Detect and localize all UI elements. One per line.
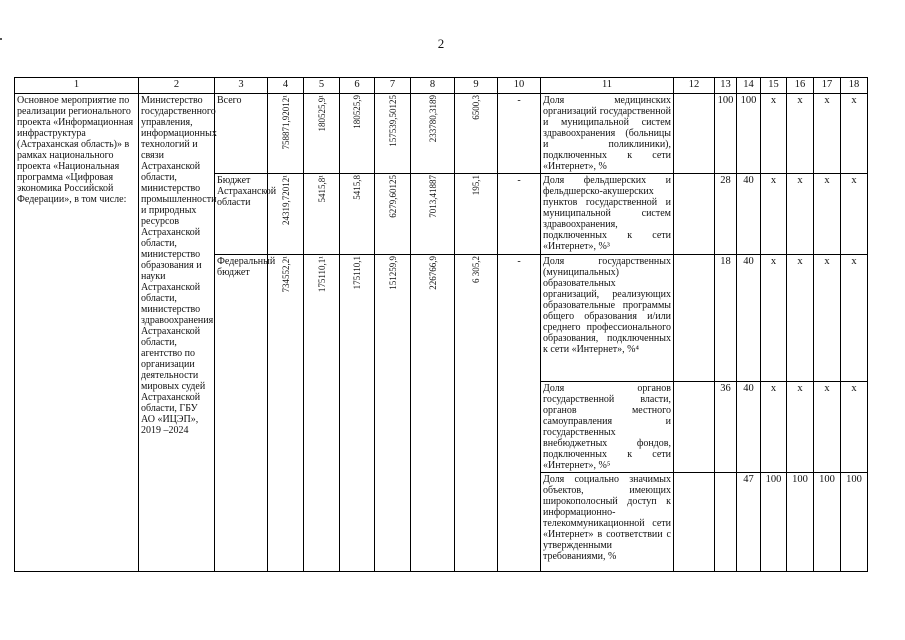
value-cell: 195,1 <box>471 175 481 196</box>
value-cell: х <box>761 94 787 174</box>
col-header: 13 <box>715 78 737 94</box>
value-cell <box>674 473 715 572</box>
value-cell <box>674 382 715 473</box>
value-cell: 40 <box>737 382 761 473</box>
value-cell: х <box>787 94 814 174</box>
value-cell: 5415,8¹ <box>316 175 327 203</box>
value-cell: х <box>841 382 868 473</box>
col-header: 6 <box>340 78 375 94</box>
value-cell: 5415,8 <box>352 175 362 200</box>
value-cell: х <box>761 174 787 255</box>
value-cell: 100 <box>787 473 814 572</box>
value-cell: - <box>498 174 541 255</box>
col-header: 11 <box>541 78 674 94</box>
value-cell: 100 <box>841 473 868 572</box>
value-cell: 24319,72012¹ <box>280 175 291 225</box>
value-cell: 6 305,2 <box>471 256 481 283</box>
table-row <box>15 94 868 174</box>
value-cell: 18 <box>715 255 737 382</box>
value-cell: х <box>761 255 787 382</box>
col-header: 12 <box>674 78 715 94</box>
value-cell: х <box>787 255 814 382</box>
value-cell: х <box>814 174 841 255</box>
value-cell: 157539,50125 <box>387 95 398 147</box>
value-cell: 175110,1¹ <box>316 256 327 293</box>
value-cell: 6500,3 <box>471 95 481 120</box>
value-cell: х <box>841 174 868 255</box>
value-cell: 758871,92012¹ <box>280 95 291 150</box>
funding-source: Всего <box>215 94 268 174</box>
indicator-text: Доля государственных (муниципальных) образовательных организаций, реализующих образовательные программы общего образования и/или среднего профессионального образования, подключенных к сети «Интернет», %⁴ <box>541 255 674 382</box>
value-cell <box>674 174 715 255</box>
value-cell: 100 <box>761 473 787 572</box>
value-cell: х <box>841 94 868 174</box>
indicator-text: Доля органов государственной власти, органов местного самоуправления и государственных внебюджетных фондов, подключенных к сети «Интернет», %⁵ <box>541 382 674 473</box>
value-cell: 100 <box>737 94 761 174</box>
value-cell: 180525,9¹ <box>316 95 327 132</box>
value-cell: 100 <box>814 473 841 572</box>
value-cell: 28 <box>715 174 737 255</box>
value-cell <box>674 255 715 382</box>
value-cell <box>674 94 715 174</box>
value-cell: 100 <box>715 94 737 174</box>
value-cell: 7013,41887 <box>427 175 438 218</box>
value-cell <box>715 473 737 572</box>
col-header: 15 <box>761 78 787 94</box>
activity-cell: Основное мероприятие по реализации регионального проекта «Информационная инфраструктура (Астраханская область)» в рамках национального проекта «Национальная программа «Цифровая экономика Российской Федерации», в том числе: <box>15 94 139 572</box>
value-cell: 233780,3189 <box>427 95 438 143</box>
value-cell: х <box>814 94 841 174</box>
col-header: 10 <box>498 78 541 94</box>
value-cell: - <box>498 255 541 572</box>
value-cell: 6279,60125 <box>387 175 398 218</box>
value-cell: 40 <box>737 174 761 255</box>
value-cell: 40 <box>737 255 761 382</box>
col-header: 7 <box>375 78 411 94</box>
value-cell: 151259,9 <box>387 256 398 290</box>
col-header: 16 <box>787 78 814 94</box>
value-cell: 734552,2¹ <box>280 256 291 293</box>
indicator-text: Доля медицинских организаций государственной и муниципальной систем здравоохранения (больницы и поликлиники), подключенных к сети «Интернет», % <box>541 94 674 174</box>
column-number-row <box>15 78 868 94</box>
value-cell: х <box>787 174 814 255</box>
col-header: 18 <box>841 78 868 94</box>
value-cell: х <box>761 382 787 473</box>
value-cell: х <box>787 382 814 473</box>
program-table <box>14 77 868 572</box>
col-header: 17 <box>814 78 841 94</box>
value-cell: х <box>814 382 841 473</box>
value-cell: 47 <box>737 473 761 572</box>
value-cell: - <box>498 94 541 174</box>
executors-cell: Министерство государственного управления, информационных технологий и связи Астраханской области, министерство промышленности и природных ресурсов Астраханской области, министерство образования и науки Астраханской области, министерство здравоохранения Астраханской области, агентство по организации деятельности мировых судей Астраханской области, ГБУ АО «ИЦЭП», 2019 –2024 <box>139 94 215 572</box>
col-header: 5 <box>304 78 340 94</box>
value-cell: х <box>841 255 868 382</box>
indicator-text: Доля фельдшерских и фельдшерско-акушерских пунктов государственной и муниципальной систем здравоохранения, подключенных к сети «Интернет», %³ <box>541 174 674 255</box>
indicator-text: Доля социально значимых объектов, имеющих широкополосный доступ к информационно-телекоммуникационной сети «Интернет» в соответствии с утвержденными требованиями, % <box>541 473 674 572</box>
value-cell: 226766,9 <box>427 256 438 290</box>
col-header: 9 <box>455 78 498 94</box>
funding-source: Бюджет Астраханской области <box>215 174 268 255</box>
value-cell: х <box>814 255 841 382</box>
col-header: 4 <box>268 78 304 94</box>
page-number: 2 <box>437 36 445 51</box>
funding-source: Федеральный бюджет <box>215 255 268 572</box>
col-header: 8 <box>411 78 455 94</box>
col-header: 3 <box>215 78 268 94</box>
col-header: 1 <box>15 78 139 94</box>
col-header: 14 <box>737 78 761 94</box>
value-cell: 36 <box>715 382 737 473</box>
col-header: 2 <box>139 78 215 94</box>
value-cell: 175110,1 <box>352 256 362 290</box>
value-cell: 180525,9 <box>352 95 362 129</box>
